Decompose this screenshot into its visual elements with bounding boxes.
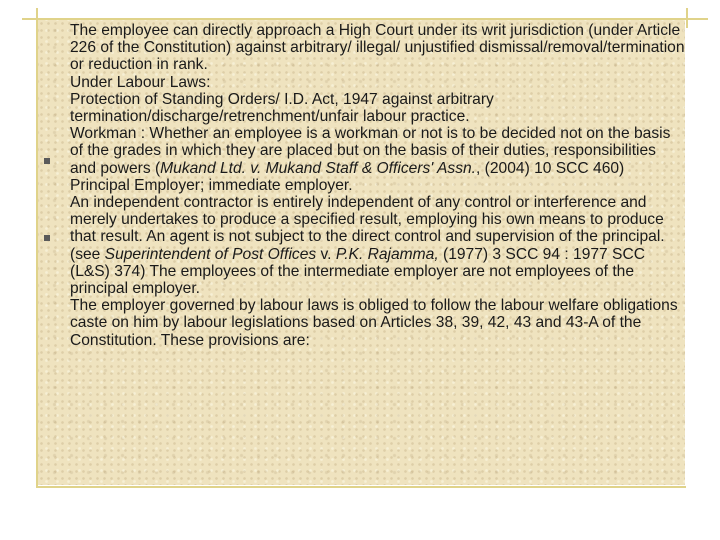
case-citation-superintendent: Superintendent of Post Offices <box>104 245 317 263</box>
paragraph-independent-contractor <box>70 194 685 297</box>
case-citation-rajamma: P.K. Rajamma, <box>335 245 439 263</box>
paragraph-under-labour-laws: Under Labour Laws: <box>70 73 211 91</box>
paragraph-workman <box>70 125 685 177</box>
square-bullet-icon <box>44 235 50 241</box>
case-citation-mukand: Mukand Ltd. v. Mukand Staff & Officers' Assn. <box>160 159 477 177</box>
workman-text-after: , (2004) 10 SCC 460) <box>476 159 625 177</box>
paragraph-high-court: The employee can directly approach a High Court under its writ jurisdiction (under Article 226 of the Constitution) against arbitrary/ illegal/ unjustified dismissal/removal/termination or reduction in rank. <box>70 22 685 74</box>
paragraph-welfare-obligations: The employer governed by labour laws is obliged to follow the labour welfare obligations caste on him by labour legislations based on Articles 38, 39, 42, 43 and 43-A of the Constitution. These provisions are: <box>70 297 678 349</box>
contractor-text-after: (1977) 3 SCC 94 : 1977 SCC (L&S) 374) The employees of the intermediate employer are not employees of the principal employer. <box>70 245 645 298</box>
frame-rule-bottom-horizontal <box>36 486 686 488</box>
slide-body-text <box>70 22 685 349</box>
contractor-text-before: An independent contractor is entirely independent of any control or interference and merely undertakes to produce a specified result, employing his own means to produce that result. An agent is not subject to the direct control and supervision of the principal. (see <box>70 194 665 263</box>
paragraph-standing-orders: Protection of Standing Orders/ I.D. Act, 1947 against arbitrary termination/discharge/retrenchment/unfair labour practice. <box>70 90 494 126</box>
paragraph-principal-employer: Principal Employer; immediate employer. <box>70 176 353 194</box>
contractor-text-mid: v. <box>316 245 336 263</box>
workman-text-before: Workman : Whether an employee is a workman or not is to be decided not on the basis of the grades in which they are placed but on the basis of their duties, responsibilities and powers ( <box>70 125 671 177</box>
frame-rule-right-vertical <box>686 8 688 28</box>
square-bullet-icon <box>44 158 50 164</box>
